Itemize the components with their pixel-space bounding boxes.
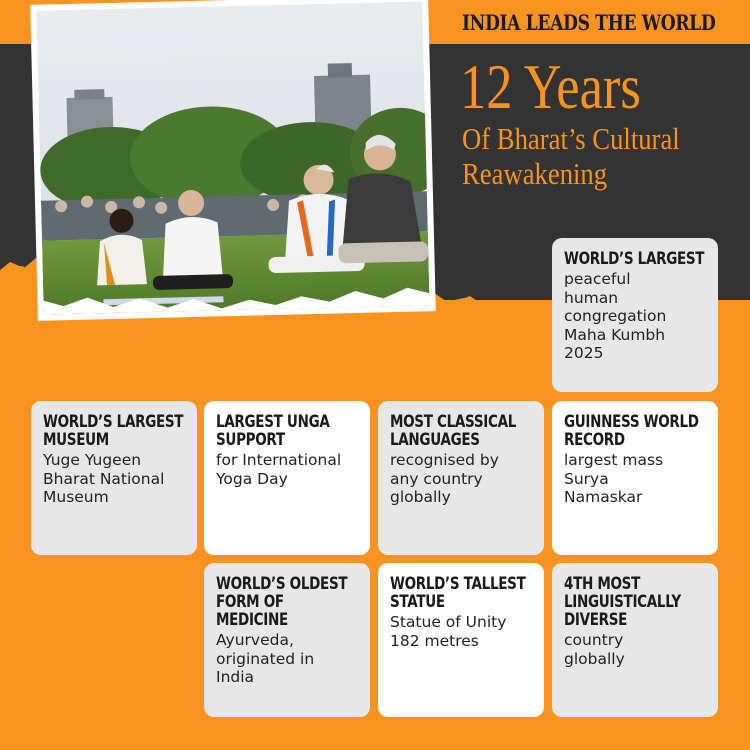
card-body: Ayurveda, originated in India bbox=[216, 631, 315, 686]
page-title: 12 Years bbox=[460, 51, 641, 122]
kicker-heading: INDIA LEADS THE WORLD bbox=[462, 10, 716, 35]
card-body: Statue of Unity 182 metres bbox=[390, 613, 507, 650]
card-heading: GUINNESS WORLD RECORD bbox=[564, 412, 699, 449]
card-body: country globally bbox=[564, 631, 625, 668]
card-heading: WORLD’S LARGEST bbox=[564, 249, 705, 268]
card-museum bbox=[31, 401, 197, 555]
card-statue-of-unity bbox=[378, 563, 544, 717]
card-body: peaceful human congregation Maha Kumbh 2025 bbox=[564, 270, 667, 362]
card-ayurveda bbox=[204, 563, 370, 717]
card-maha-kumbh bbox=[552, 238, 718, 392]
page-subtitle bbox=[462, 121, 680, 191]
subtitle-line-2: Reawakening bbox=[462, 156, 608, 191]
card-body: largest mass Surya Namaskar bbox=[564, 451, 664, 506]
card-linguistic-diversity bbox=[552, 563, 718, 717]
card-heading: 4TH MOST LINGUISTICALLY DIVERSE bbox=[564, 574, 681, 629]
yoga-photo-icon bbox=[36, 1, 429, 314]
card-unga-support bbox=[204, 401, 370, 555]
card-heading: WORLD’S TALLEST STATUE bbox=[390, 574, 526, 611]
card-guinness-record bbox=[552, 401, 718, 555]
card-body: recognised by any country globally bbox=[390, 451, 499, 506]
card-heading: LARGEST UNGA SUPPORT bbox=[216, 412, 330, 449]
yoga-event-photo bbox=[30, 0, 436, 321]
subtitle-line-1: Of Bharat’s Cultural bbox=[462, 121, 680, 156]
card-body: Yuge Yugeen Bharat National Museum bbox=[43, 451, 165, 506]
card-classical-languages bbox=[378, 401, 544, 555]
card-heading: WORLD’S OLDEST FORM OF MEDICINE bbox=[216, 574, 348, 629]
card-heading: MOST CLASSICAL LANGUAGES bbox=[390, 412, 517, 449]
card-heading: WORLD’S LARGEST MUSEUM bbox=[43, 412, 184, 449]
card-body: for International Yoga Day bbox=[216, 451, 342, 488]
